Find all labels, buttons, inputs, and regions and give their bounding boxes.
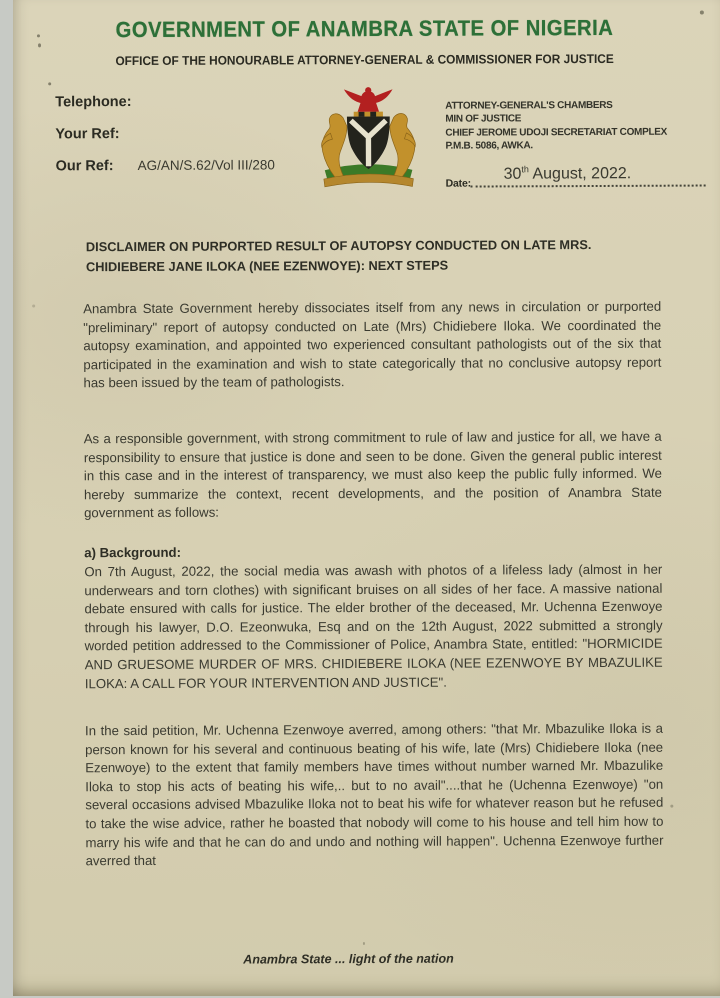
office-subtitle: OFFICE OF THE HONOURABLE ATTORNEY-GENERAL & COMMISSIONER FOR JUSTICE	[115, 51, 614, 69]
date-dotted-line	[471, 184, 706, 188]
scan-speck	[670, 805, 673, 808]
date-label: Date:	[445, 177, 471, 190]
date-ordinal-suffix: th	[521, 163, 529, 174]
state-motto: Anambra State ... light of the nation	[243, 951, 454, 967]
your-ref-label: Your Ref:	[55, 126, 120, 143]
chambers-line-3: CHIEF JEROME UDOJI SECRETARIAT COMPLEX	[445, 126, 668, 139]
paragraph-background: On 7th August, 2022, the social media was awash with photos of a lifeless lady (almost in her underwears and torn clothes) with significant bruises on all sides of her face. A massive national debate ensured with calls for justice. The elder brother of the deceased, Mr. Uchenna Ezenwoye through his lawyer, D.O. Ezeonwuka, Esq and on the 12th August, 2022 submitted a strongly worded petition addressed to the Commissioner of Police, Anambra State, entitled: "HORMICIDE AND GRUESOME MURDER OF MRS. CHIDIEBERE ILOKA (NEE EZENWOYE BY MBAZULIKE ILOKA: A CALL FOR YOUR INTERVENTION AND JUSTICE".	[84, 561, 663, 691]
scan-speck	[37, 34, 40, 37]
our-ref-value: AG/AN/S.62/Vol III/280	[137, 157, 275, 173]
emblem-wreath-band	[370, 112, 376, 117]
scan-speck	[48, 82, 51, 85]
scan-speck	[700, 11, 704, 15]
date-row	[446, 155, 706, 190]
letter-content	[11, 0, 720, 998]
subject-heading: DISCLAIMER ON PURPORTED RESULT OF AUTOPSY CONDUCTED ON LATE MRS. CHIDIEBERE JANE ILOKA (NEE EZENWOYE): NEXT STEPS	[85, 237, 592, 274]
scanned-letter-page	[13, 0, 720, 996]
our-ref-row	[56, 157, 275, 174]
government-title: GOVERNMENT OF ANAMBRA STATE OF NIGERIA	[115, 14, 614, 43]
date-day: 30	[503, 165, 522, 183]
section-a-heading: a) Background:	[84, 544, 181, 561]
date-month-year: August, 2022.	[528, 164, 632, 183]
scan-speck	[363, 942, 365, 945]
paragraph-petition: In the said petition, Mr. Uchenna Ezenwoye averred, among others: "that Mr. Mbazulike Iloka is a person known for his several and continuous beating of his wife, late (Mrs) Chidiebere Iloka (nee Ezenwoye) to the extent that family members have times without number warned Mr. Mbazulike Iloka to stop his acts of beating his wife,.. but to no avail"....that he (Uchenna Ezenwoye) "on several occasions advised Mbazulike Iloka not to beat his wife for whatever reason but he refused to take the wise advice, rather he boasted that nobody will come to his house and tell him how to marry his wife and that he can do and undo and nothing will happen". Uchenna Ezenwoye further averred that	[84, 720, 664, 869]
paragraph-responsibility: As a responsible government, with strong commitment to rule of law and justice for all, we have a responsibility to ensure that justice is done and seen to be done. Given the general public interest in this case and in the interest of transparency, we must also keep the public fully informed. We hereby summarize the context, recent developments, and the position of Anambra State government as follows:	[83, 428, 663, 521]
nigeria-coat-of-arms-icon	[295, 82, 441, 195]
chambers-line-2: MIN OF JUSTICE	[445, 113, 522, 126]
scan-speck	[38, 43, 41, 47]
chambers-line-4: P.M.B. 5086, AWKA.	[445, 140, 533, 152]
chambers-line-1: ATTORNEY-GENERAL'S CHAMBERS	[445, 99, 613, 112]
our-ref-label: Our Ref:	[55, 158, 114, 175]
emblem-wreath-band	[359, 112, 365, 117]
scan-speck	[32, 304, 35, 307]
telephone-label: Telephone:	[55, 94, 132, 111]
emblem-wreath	[354, 112, 383, 117]
emblem-eagle	[344, 89, 393, 112]
paragraph-disclaimer: Anambra State Government hereby dissociates itself from any news in circulation or purported "preliminary" report of autopsy conducted on Late (Mrs) Chidiebere Iloka. We coordinated the autopsy examination, and appointed two experienced consultant pathologists out of the six that participated in the examination and wish to state categorically that no conclusive autopsy report has been issued by the team of pathologists.	[83, 298, 662, 391]
chambers-address	[445, 99, 707, 154]
